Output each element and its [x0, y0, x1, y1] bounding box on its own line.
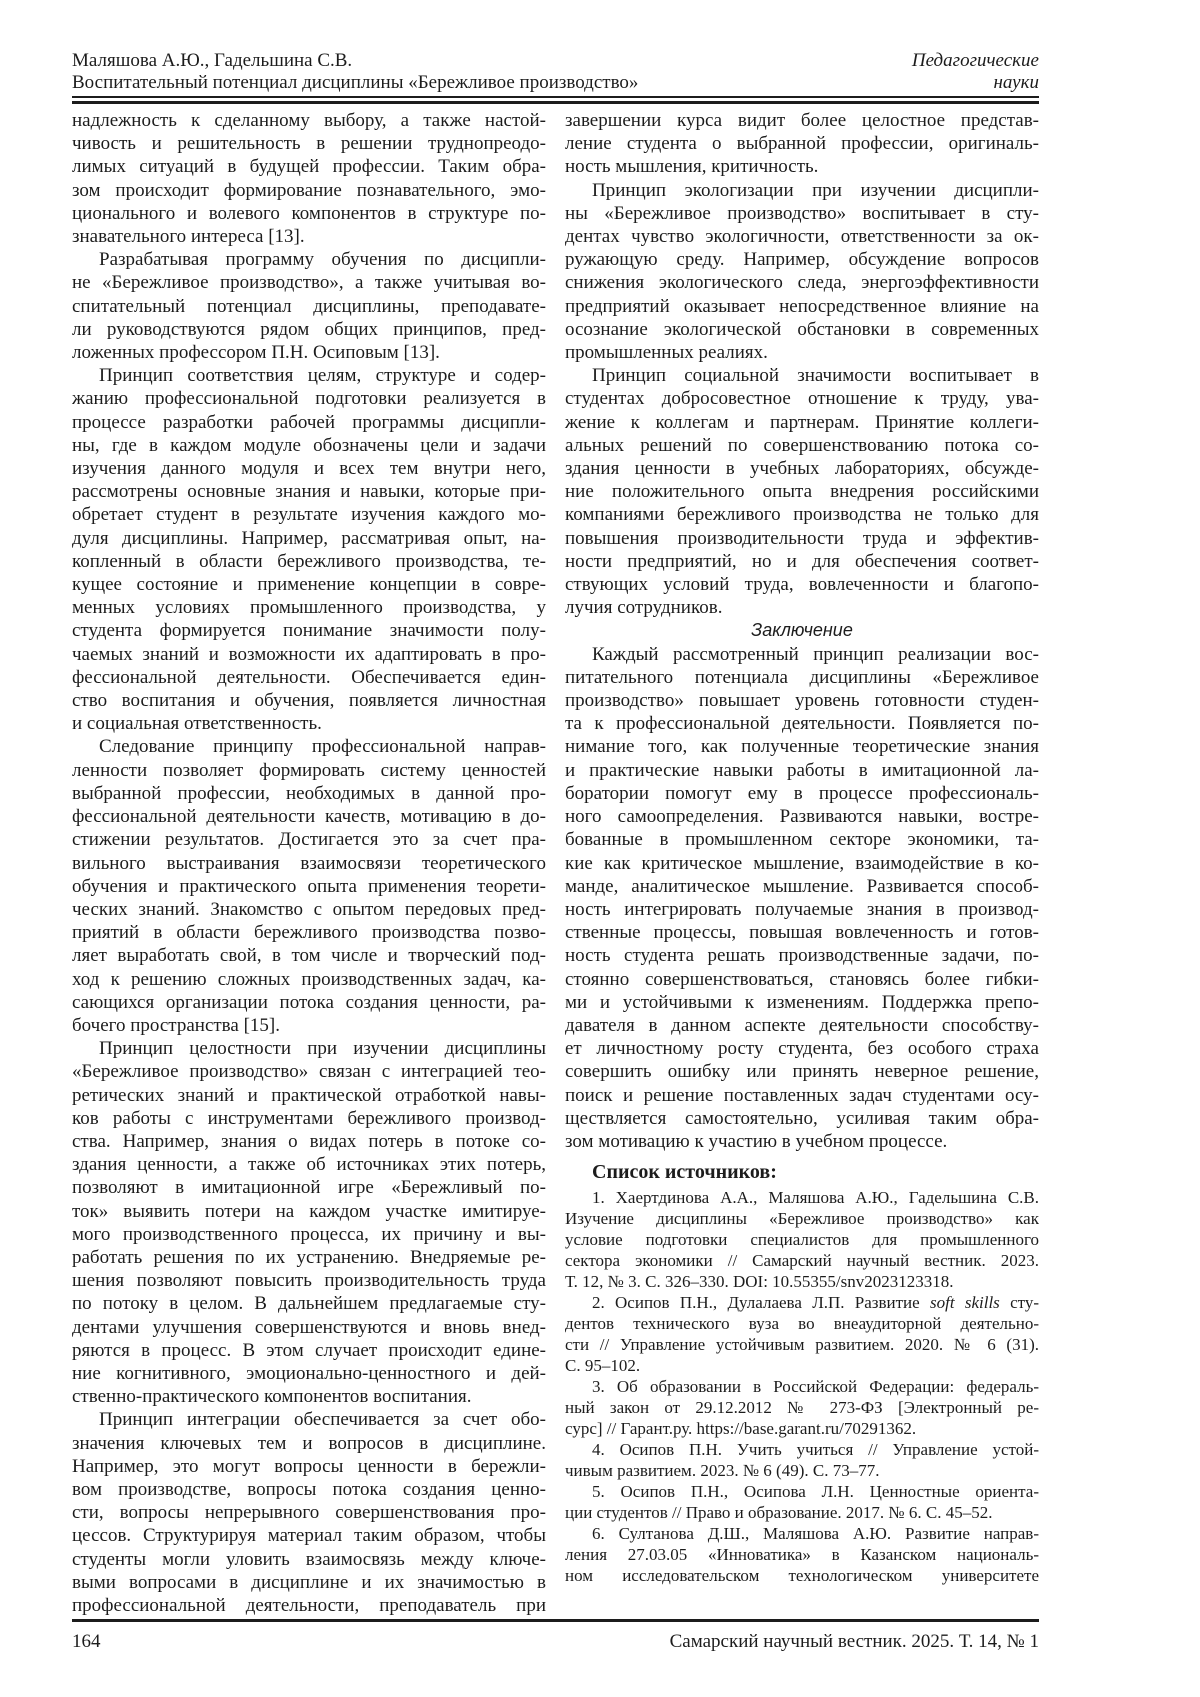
text-line: предприятий оказывает непосредственное влияние на: [565, 295, 1039, 317]
text-line: вом производстве, вопросы потока создания ценно-: [72, 1478, 546, 1500]
text-line: изучения данного модуля и всех тем внутри него,: [72, 458, 546, 480]
text-line: ет личностному росту студента, без особого страха: [565, 1038, 1039, 1060]
reference-item: [565, 1292, 1039, 1376]
body-paragraph: [72, 248, 546, 364]
text-line: ретических знаний и практической отработкой навы-: [72, 1084, 546, 1106]
text-column-left: [72, 109, 546, 1619]
running-head: [72, 50, 1039, 94]
text-line: та к профессиональной деятельности. Появляется по-: [565, 713, 1039, 735]
text-line: бованные в промышленном секторе экономики, та-: [565, 829, 1039, 851]
text-line: ружающую среду. Например, обсуждение вопросов: [565, 249, 1039, 271]
text-line: ство воспитания и обучения, появляется личностная: [72, 690, 546, 712]
text-line: процессе разработки рабочей программы дисципли-: [72, 411, 546, 433]
text-line: ческих знаний. Знакомство с опытом передовых пред-: [72, 898, 546, 920]
text-line: ном исследовательском технологическом университете: [565, 1566, 1039, 1586]
section-name-line2: науки: [993, 72, 1039, 93]
text-line: сурс] // Гарант.ру. https://base.garant.ru/70291362.: [565, 1419, 917, 1439]
text-line: мого производственного процесса, их причину и вы-: [72, 1223, 546, 1245]
text-line: манде, аналитическое мышление. Развивается способ-: [565, 875, 1039, 897]
body-paragraph: [565, 109, 1039, 179]
text-line: здания ценности, а также об источниках этих потерь,: [72, 1154, 546, 1176]
section-name-line1: Педагогические: [911, 50, 1039, 71]
text-line: производство» повышает уровень готовности студен-: [565, 690, 1039, 712]
body-paragraph: [72, 735, 546, 1037]
sources-heading: Список источников:: [592, 1161, 777, 1184]
text-line: выми вопросами в дисциплине и их значимостью в: [72, 1571, 546, 1593]
text-line: 3. Об образовании в Российской Федерации: федераль-: [592, 1377, 1039, 1397]
running-authors: Маляшова А.Ю., Гадельшина С.В.: [72, 50, 353, 71]
page-footer: [72, 1619, 1039, 1653]
text-line: ление студента о выбранной профессии, оригиналь-: [565, 133, 1039, 155]
text-line: зом происходит формирование познавательного, эмо-: [72, 179, 546, 201]
text-line: боратории помогут ему в процессе профессиональ-: [565, 782, 1039, 804]
text-line: стоянно совершенствоваться, становясь более гибки-: [565, 968, 1039, 990]
text-line: С. 95–102.: [565, 1356, 641, 1376]
text-line: нимание того, как полученные теоретические знания: [565, 736, 1039, 758]
text-line: цессов. Структурируя материал таким образом, чтобы: [72, 1525, 546, 1547]
text-line: жение к коллегам и партнерам. Принятие коллеги-: [565, 411, 1039, 433]
section-name: [912, 50, 1039, 94]
text-line: ный закон от 29.12.2012 № 273-ФЗ [Электронный ре-: [565, 1398, 1039, 1418]
body-paragraph: [72, 364, 546, 735]
text-line: Следование принципу профессиональной направ-: [99, 736, 546, 758]
text-line: ков работы с инструментами бережливого производ-: [72, 1107, 546, 1129]
text-line: 1. Хаертдинова А.А., Маляшова А.Ю., Гадельшина С.В.: [592, 1188, 1039, 1208]
text-line: сающихся организации потока создания ценности, ра-: [72, 991, 546, 1013]
text-line: спитательный потенциал дисциплины, преподавате-: [72, 295, 546, 317]
text-line: студенты могли уловить взаимосвязь между ключе-: [72, 1548, 546, 1570]
journal-footer-line: Самарский научный вестник. 2025. Т. 14, № 1: [669, 1631, 1039, 1652]
text-line: знавательного интереса [13].: [72, 226, 305, 248]
text-line: Каждый рассмотренный принцип реализации вос-: [592, 643, 1039, 665]
text-line: промышленных реалиях.: [565, 342, 768, 364]
text-line: выбранной профессии, необходимых в данной про-: [72, 782, 546, 804]
text-line: ного самоопределения. Развиваются навыки, востре-: [565, 806, 1039, 828]
text-line: 4. Осипов П.Н. Учить учиться // Управление устой-: [592, 1440, 1039, 1460]
text-columns: [72, 109, 1039, 1619]
text-line: ственные процессы, повышая вовлеченность и готов-: [565, 922, 1039, 944]
text-line: копленный в области бережливого производства, те-: [72, 550, 546, 572]
text-line: ции студентов // Право и образование. 2017. № 6. С. 45–52.: [565, 1503, 993, 1523]
text-line: обретает студент в результате изучения каждого мо-: [72, 504, 546, 526]
text-line: ляет выработать свой, в том числе и творческий под-: [72, 945, 546, 967]
body-paragraph: [565, 643, 1039, 1153]
text-line: осознание экологической обстановки в современных: [565, 318, 1039, 340]
text-line: ние когнитивного, эмоционально-ценностного и дей-: [72, 1362, 546, 1384]
conclusion-heading: Заключение: [751, 620, 853, 641]
text-line: ход к решению сложных производственных задач, ка-: [72, 968, 546, 990]
text-line: Принцип интеграции обеспечивается за счет обо-: [99, 1409, 546, 1431]
text-line: рассмотрены основные знания и навыки, которые при-: [72, 481, 546, 503]
text-line: и социальная ответственность.: [72, 713, 322, 735]
text-run: 2. Осипов П.Н., Дулалаева Л.П. Развитие: [592, 1293, 930, 1313]
text-line: компаниями бережливого производства не только для: [565, 504, 1039, 526]
text-line: ли руководствуются рядом общих принципов, пред-: [72, 318, 546, 340]
text-line: ние положительного опыта внедрения российскими: [565, 481, 1039, 503]
reference-item: [565, 1481, 1039, 1523]
text-line: ства. Например, знания о видах потерь в потоке со-: [72, 1130, 546, 1152]
text-line: дуля дисциплины. Например, рассматривая опыт, на-: [72, 527, 546, 549]
text-line: обучения и практического опыта применения теорети-: [72, 875, 546, 897]
text-line: приятий в области бережливого производства позво-: [72, 922, 546, 944]
text-line: Принцип соответствия целям, структуре и содер-: [99, 365, 546, 387]
text-line: кие как критическое мышление, взаимодействие в ко-: [565, 852, 1039, 874]
text-line: позволяют в имитационной игре «Бережливый по-: [72, 1177, 546, 1199]
text-line: ток» выявить потери на каждом участке имитируе-: [72, 1200, 546, 1222]
text-line: жанию профессиональной подготовки реализуется в: [72, 388, 546, 410]
text-line: 5. Осипов П.Н., Осипова Л.Н. Ценностные ориента-: [592, 1482, 1039, 1502]
body-paragraph: [72, 1408, 546, 1617]
text-line: ности предприятий, но и для обеспечения соответ-: [565, 550, 1039, 572]
text-line: Разрабатывая программу обучения по дисципли-: [99, 249, 546, 271]
page-number: 164: [72, 1631, 101, 1652]
text-line: питательного потенциала дисциплины «Бережливое: [565, 666, 1039, 688]
text-line: менных условиях промышленного производства, у: [72, 597, 546, 619]
text-line: Например, это могут вопросы ценности в бережли-: [72, 1455, 546, 1477]
text-line: значения ключевых тем и вопросов в дисциплине.: [72, 1432, 546, 1454]
text-line: условие подготовки специалистов для промышленного: [565, 1230, 1039, 1250]
text-line: зом мотивацию к участию в учебном процессе.: [565, 1130, 948, 1152]
text-line: лучия сотрудников.: [565, 597, 723, 619]
body-paragraph: [565, 364, 1039, 619]
text-line: Т. 12, № 3. С. 326–330. DOI: 10.55355/snv2023123318.: [565, 1272, 954, 1292]
text-line: ционального и волевого компонентов в структуре по-: [72, 202, 546, 224]
text-line: совершить ошибку или принять неверное решение,: [565, 1061, 1039, 1083]
running-title: Воспитательный потенциал дисциплины «Бережливое производство»: [72, 72, 639, 93]
text-line: снижения экологического следа, энергоэффективности: [565, 272, 1039, 294]
text-line: дентами улучшения совершенствуются и вновь внед-: [72, 1316, 546, 1338]
reference-item: [565, 1376, 1039, 1439]
text-line: шения позволяют повысить производительность труда: [72, 1270, 546, 1292]
text-line: сти // Управление устойчивым развитием. 2020. № 6 (31).: [565, 1335, 1039, 1355]
text-line: не «Бережливое производство», а также учитывая во-: [72, 272, 546, 294]
text-line: Принцип социальной значимости воспитывает в: [592, 365, 1039, 387]
text-line: сти, вопросы непрерывного совершенствования про-: [72, 1502, 546, 1524]
text-line: и практические навыки работы в имитационной ла-: [565, 759, 1039, 781]
text-line: вильного выстраивания взаимосвязи теоретического: [72, 852, 546, 874]
body-paragraph: [565, 179, 1039, 365]
text-line: чивым развитием. 2023. № 6 (49). С. 73–77.: [565, 1461, 880, 1481]
journal-page: [72, 50, 1039, 1653]
text-line: фессиональной деятельности качеств, мотивацию в до-: [72, 806, 546, 828]
text-line: студентах добросовестное отношение к труду, ува-: [565, 388, 1039, 410]
text-line: ленности позволяет формировать систему ценностей: [72, 759, 546, 781]
reference-item: [565, 1187, 1039, 1292]
text-line: надлежность к сделанному выбору, а также настой-: [72, 110, 546, 131]
text-line: Принцип целостности при изучении дисциплины: [99, 1038, 546, 1060]
text-line: Изучение дисциплины «Бережливое производство» как: [565, 1209, 1039, 1229]
italic-term: soft skills: [929, 1293, 1000, 1313]
text-line: ность мышления, критичность.: [565, 156, 819, 178]
text-line: ления 27.03.05 «Инноватика» в Казанском националь-: [565, 1545, 1039, 1565]
text-line: дентов технического вуза во внеаудиторной деятельно-: [565, 1314, 1039, 1334]
text-line: давателя в данном аспекте деятельности способству-: [565, 1014, 1039, 1036]
text-line: повышения производительности труда и эффектив-: [565, 527, 1039, 549]
text-line: ность интегрировать получаемые знания в производ-: [565, 898, 1039, 920]
text-line: стижении результатов. Достигается это за счет пра-: [72, 829, 546, 851]
text-line: здания ценности в учебных лабораториях, обсужде-: [565, 458, 1039, 480]
text-line: фессиональной деятельности. Обеспечивается един-: [72, 666, 546, 688]
text-line: профессиональной деятельности, преподаватель при: [72, 1595, 546, 1616]
text-column-right: [565, 109, 1039, 1619]
text-line: альных решений по совершенствованию потока со-: [565, 434, 1039, 456]
text-line: работать решения по их устранению. Внедряемые ре-: [72, 1246, 546, 1268]
text-line: чаемых знаний и возможности их адаптировать в про-: [72, 643, 546, 665]
text-line: ны, где в каждом модуле обозначены цели и задачи: [72, 434, 546, 456]
text-line: чивость и решительность в решении труднопреодо-: [72, 133, 546, 155]
text-line: дентах чувство экологичности, ответственности за ок-: [565, 226, 1039, 248]
text-line: ственно-практического компонентов воспитания.: [72, 1386, 472, 1408]
header-rule: [72, 96, 1039, 104]
text-line: 6. Султанова Д.Ш., Маляшова А.Ю. Развитие направ-: [592, 1524, 1039, 1544]
body-paragraph: [72, 1037, 546, 1408]
text-line: [565, 1292, 1039, 1313]
text-line: завершении курса видит более целостное представ-: [565, 110, 1039, 131]
text-line: Принцип экологизации при изучении дисципли-: [592, 179, 1039, 201]
reference-item: [565, 1439, 1039, 1481]
text-line: ложенных профессором П.Н. Осиповым [13].: [72, 342, 440, 364]
text-line: ствующих условий труда, вовлеченности и благопо-: [565, 574, 1039, 596]
text-run: сту-: [999, 1293, 1039, 1313]
text-line: ряются в процесс. В этом случает происходит едине-: [72, 1339, 546, 1361]
text-line: по потоку в целом. В дальнейшем предлагаемые сту-: [72, 1293, 546, 1315]
text-line: бочего пространства [15].: [72, 1014, 280, 1036]
text-line: ми и устойчивыми к изменениям. Поддержка препо-: [565, 991, 1039, 1013]
text-line: ность студента решать производственные задачи, по-: [565, 945, 1039, 967]
running-head-left: [72, 50, 638, 94]
text-line: поиск и решение поставленных задач студентами осу-: [565, 1084, 1039, 1106]
body-paragraph: [72, 109, 546, 248]
text-line: «Бережливое производство» связан с интеграцией тео-: [72, 1061, 546, 1083]
text-line: ществляется самостоятельно, усиливая таким обра-: [565, 1107, 1039, 1129]
text-line: студента формируется понимание значимости полу-: [72, 620, 546, 642]
text-line: ны «Бережливое производство» воспитывает в сту-: [565, 202, 1039, 224]
text-line: кущее состояние и применение концепции в совре-: [72, 574, 546, 596]
reference-item: [565, 1523, 1039, 1586]
text-line: сектора экономики // Самарский научный вестник. 2023.: [565, 1251, 1039, 1271]
text-line: лимых ситуаций в будущей профессии. Таким обра-: [72, 156, 546, 178]
